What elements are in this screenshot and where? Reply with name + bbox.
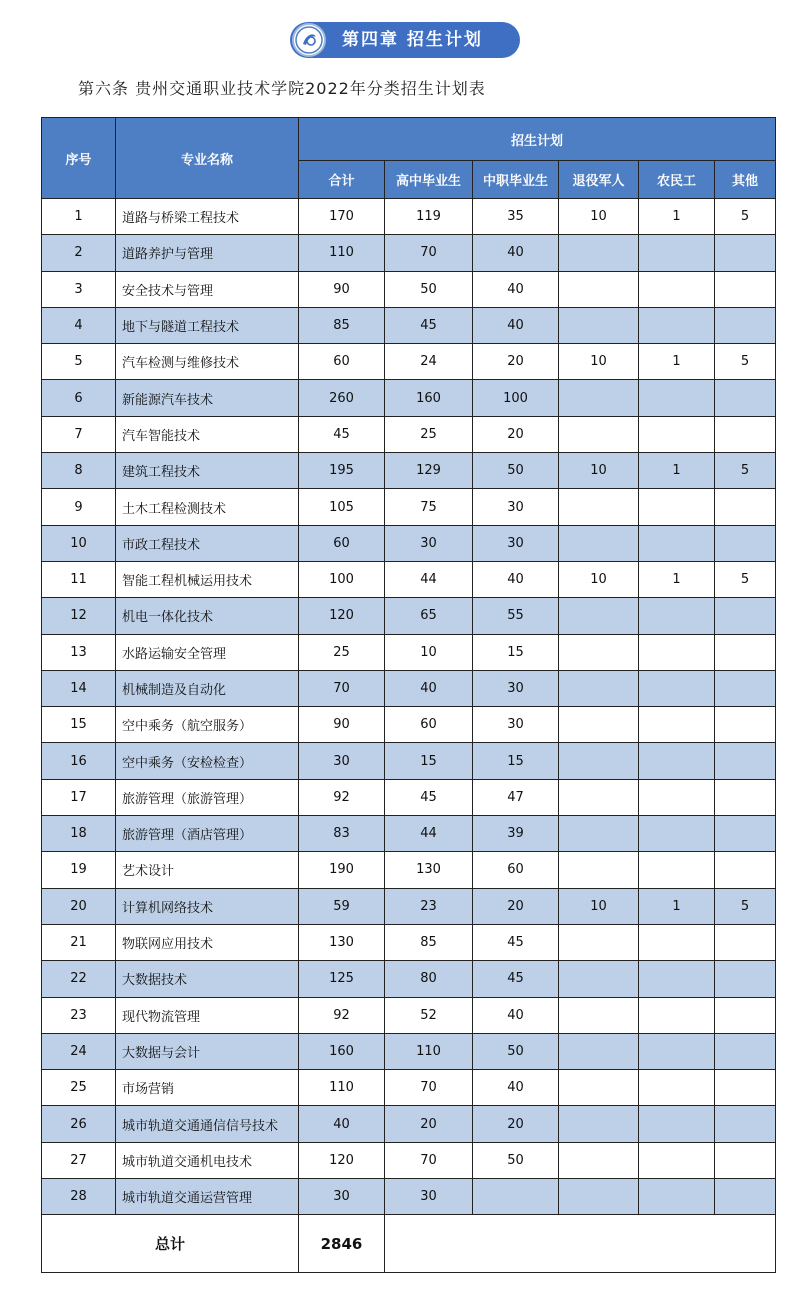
- cell-total: 30: [299, 743, 385, 779]
- cell-no: 2: [42, 235, 116, 271]
- cell-highschool: 40: [385, 670, 473, 706]
- cell-total: 90: [299, 707, 385, 743]
- cell-veteran: [559, 416, 639, 452]
- cell-vocational: 47: [473, 779, 559, 815]
- cell-name: 地下与隧道工程技术: [116, 307, 299, 343]
- cell-name: 空中乘务（安检检查）: [116, 743, 299, 779]
- grand-total-value: 2846: [299, 1215, 385, 1273]
- cell-no: 10: [42, 525, 116, 561]
- cell-vocational: 20: [473, 1106, 559, 1142]
- cell-name: 汽车检测与维修技术: [116, 344, 299, 380]
- cell-veteran: [559, 1179, 639, 1215]
- cell-highschool: 75: [385, 489, 473, 525]
- cell-veteran: [559, 816, 639, 852]
- cell-migrant: [639, 1070, 715, 1106]
- cell-vocational: 40: [473, 1070, 559, 1106]
- grand-total-row: [42, 1215, 776, 1273]
- cell-total: 195: [299, 453, 385, 489]
- column-header-veteran: 退役军人: [559, 161, 639, 199]
- cell-other: [715, 1142, 776, 1178]
- table-row: [42, 380, 776, 416]
- cell-veteran: [559, 743, 639, 779]
- table-row: [42, 271, 776, 307]
- cell-no: 24: [42, 1033, 116, 1069]
- cell-no: 13: [42, 634, 116, 670]
- table-row: [42, 489, 776, 525]
- cell-migrant: [639, 779, 715, 815]
- cell-highschool: 129: [385, 453, 473, 489]
- cell-name: 新能源汽车技术: [116, 380, 299, 416]
- cell-name: 机电一体化技术: [116, 598, 299, 634]
- cell-no: 28: [42, 1179, 116, 1215]
- cell-total: 130: [299, 924, 385, 960]
- cell-highschool: 85: [385, 924, 473, 960]
- cell-highschool: 25: [385, 416, 473, 452]
- cell-no: 20: [42, 888, 116, 924]
- cell-name: 物联网应用技术: [116, 924, 299, 960]
- cell-other: 5: [715, 561, 776, 597]
- cell-vocational: 35: [473, 199, 559, 235]
- cell-veteran: [559, 598, 639, 634]
- cell-vocational: 40: [473, 307, 559, 343]
- cell-total: 83: [299, 816, 385, 852]
- cell-migrant: [639, 1142, 715, 1178]
- cell-veteran: 10: [559, 344, 639, 380]
- cell-vocational: 30: [473, 525, 559, 561]
- cell-other: [715, 743, 776, 779]
- cell-veteran: 10: [559, 561, 639, 597]
- cell-no: 1: [42, 199, 116, 235]
- cell-total: 45: [299, 416, 385, 452]
- cell-vocational: 45: [473, 924, 559, 960]
- cell-vocational: 30: [473, 670, 559, 706]
- cell-vocational: 30: [473, 489, 559, 525]
- cell-migrant: [639, 489, 715, 525]
- cell-name: 汽车智能技术: [116, 416, 299, 452]
- cell-other: 5: [715, 344, 776, 380]
- cell-no: 8: [42, 453, 116, 489]
- table-row: [42, 779, 776, 815]
- cell-vocational: 50: [473, 1033, 559, 1069]
- cell-total: 85: [299, 307, 385, 343]
- cell-veteran: 10: [559, 199, 639, 235]
- cell-name: 计算机网络技术: [116, 888, 299, 924]
- cell-no: 4: [42, 307, 116, 343]
- cell-vocational: 55: [473, 598, 559, 634]
- cell-other: 5: [715, 453, 776, 489]
- cell-total: 25: [299, 634, 385, 670]
- cell-veteran: 10: [559, 453, 639, 489]
- cell-no: 3: [42, 271, 116, 307]
- cell-name: 大数据与会计: [116, 1033, 299, 1069]
- cell-veteran: [559, 924, 639, 960]
- table-row: [42, 235, 776, 271]
- column-header-other: 其他: [715, 161, 776, 199]
- cell-highschool: 60: [385, 707, 473, 743]
- cell-total: 125: [299, 961, 385, 997]
- cell-migrant: [639, 961, 715, 997]
- table-row: [42, 453, 776, 489]
- cell-vocational: 50: [473, 453, 559, 489]
- cell-vocational: 30: [473, 707, 559, 743]
- cell-other: [715, 670, 776, 706]
- cell-vocational: 39: [473, 816, 559, 852]
- cell-veteran: [559, 1070, 639, 1106]
- cell-veteran: [559, 779, 639, 815]
- cell-vocational: 20: [473, 416, 559, 452]
- column-header-total: 合计: [299, 161, 385, 199]
- cell-total: 92: [299, 997, 385, 1033]
- column-group-enrollment-plan: 招生计划: [299, 118, 776, 161]
- cell-highschool: 160: [385, 380, 473, 416]
- cell-no: 26: [42, 1106, 116, 1142]
- column-header-vocational: 中职毕业生: [473, 161, 559, 199]
- cell-other: [715, 997, 776, 1033]
- cell-other: [715, 235, 776, 271]
- cell-other: [715, 1179, 776, 1215]
- cell-name: 水路运输安全管理: [116, 634, 299, 670]
- cell-migrant: [639, 670, 715, 706]
- cell-name: 城市轨道交通通信信号技术: [116, 1106, 299, 1142]
- table-row: [42, 852, 776, 888]
- cell-other: [715, 380, 776, 416]
- table-row: [42, 199, 776, 235]
- cell-migrant: [639, 924, 715, 960]
- table-row: [42, 344, 776, 380]
- grand-total-label: 总计: [42, 1215, 299, 1273]
- table-row: [42, 743, 776, 779]
- cell-name: 现代物流管理: [116, 997, 299, 1033]
- cell-migrant: [639, 852, 715, 888]
- cell-veteran: [559, 961, 639, 997]
- cell-highschool: 23: [385, 888, 473, 924]
- column-header-no: 序号: [42, 118, 116, 199]
- cell-highschool: 119: [385, 199, 473, 235]
- table-row: [42, 961, 776, 997]
- cell-name: 城市轨道交通运营管理: [116, 1179, 299, 1215]
- cell-veteran: [559, 380, 639, 416]
- table-row: [42, 307, 776, 343]
- cell-highschool: 45: [385, 779, 473, 815]
- cell-total: 92: [299, 779, 385, 815]
- table-row: [42, 997, 776, 1033]
- cell-no: 15: [42, 707, 116, 743]
- cell-other: [715, 525, 776, 561]
- cell-migrant: [639, 380, 715, 416]
- cell-highschool: 70: [385, 1142, 473, 1178]
- cell-name: 空中乘务（航空服务）: [116, 707, 299, 743]
- cell-name: 市场营销: [116, 1070, 299, 1106]
- cell-name: 城市轨道交通机电技术: [116, 1142, 299, 1178]
- table-row: [42, 525, 776, 561]
- cell-other: [715, 1070, 776, 1106]
- cell-highschool: 20: [385, 1106, 473, 1142]
- cell-other: [715, 634, 776, 670]
- cell-vocational: 15: [473, 743, 559, 779]
- cell-migrant: [639, 634, 715, 670]
- cell-other: [715, 307, 776, 343]
- cell-highschool: 80: [385, 961, 473, 997]
- cell-veteran: [559, 707, 639, 743]
- cell-vocational: 40: [473, 561, 559, 597]
- cell-veteran: [559, 1106, 639, 1142]
- cell-vocational: 40: [473, 271, 559, 307]
- table-row: [42, 1033, 776, 1069]
- cell-vocational: 20: [473, 888, 559, 924]
- cell-name: 建筑工程技术: [116, 453, 299, 489]
- cell-name: 旅游管理（酒店管理）: [116, 816, 299, 852]
- cell-highschool: 30: [385, 1179, 473, 1215]
- cell-no: 11: [42, 561, 116, 597]
- cell-veteran: 10: [559, 888, 639, 924]
- cell-no: 22: [42, 961, 116, 997]
- cell-vocational: 60: [473, 852, 559, 888]
- cell-total: 170: [299, 199, 385, 235]
- cell-migrant: [639, 598, 715, 634]
- column-header-migrant: 农民工: [639, 161, 715, 199]
- table-row: [42, 1142, 776, 1178]
- chapter-title-banner: [290, 22, 520, 58]
- cell-total: 60: [299, 344, 385, 380]
- cell-name: 智能工程机械运用技术: [116, 561, 299, 597]
- cell-highschool: 44: [385, 561, 473, 597]
- article-heading: 第六条 贵州交通职业技术学院2022年分类招生计划表: [78, 79, 486, 98]
- cell-vocational: 20: [473, 344, 559, 380]
- cell-total: 90: [299, 271, 385, 307]
- cell-total: 40: [299, 1106, 385, 1142]
- cell-migrant: [639, 816, 715, 852]
- cell-veteran: [559, 271, 639, 307]
- cell-migrant: [639, 525, 715, 561]
- cell-other: [715, 1033, 776, 1069]
- cell-name: 市政工程技术: [116, 525, 299, 561]
- cell-no: 17: [42, 779, 116, 815]
- cell-total: 70: [299, 670, 385, 706]
- table-row: [42, 634, 776, 670]
- column-header-name: 专业名称: [116, 118, 299, 199]
- cell-highschool: 52: [385, 997, 473, 1033]
- college-logo-icon: [292, 23, 326, 57]
- table-row: [42, 598, 776, 634]
- cell-migrant: 1: [639, 453, 715, 489]
- cell-name: 道路与桥梁工程技术: [116, 199, 299, 235]
- cell-total: 60: [299, 525, 385, 561]
- cell-no: 25: [42, 1070, 116, 1106]
- enrollment-plan-table: [41, 117, 776, 1273]
- cell-total: 110: [299, 235, 385, 271]
- cell-vocational: 15: [473, 634, 559, 670]
- cell-name: 道路养护与管理: [116, 235, 299, 271]
- cell-other: [715, 598, 776, 634]
- cell-migrant: [639, 271, 715, 307]
- cell-veteran: [559, 307, 639, 343]
- cell-highschool: 24: [385, 344, 473, 380]
- cell-other: [715, 924, 776, 960]
- cell-migrant: 1: [639, 561, 715, 597]
- cell-migrant: [639, 416, 715, 452]
- table-row: [42, 1179, 776, 1215]
- table-row: [42, 888, 776, 924]
- cell-highschool: 10: [385, 634, 473, 670]
- table-body: [42, 199, 776, 1215]
- cell-migrant: [639, 307, 715, 343]
- cell-total: 160: [299, 1033, 385, 1069]
- cell-vocational: 50: [473, 1142, 559, 1178]
- cell-migrant: 1: [639, 199, 715, 235]
- cell-other: [715, 852, 776, 888]
- cell-no: 9: [42, 489, 116, 525]
- cell-no: 19: [42, 852, 116, 888]
- cell-migrant: [639, 1033, 715, 1069]
- cell-veteran: [559, 489, 639, 525]
- cell-vocational: 40: [473, 997, 559, 1033]
- cell-highschool: 110: [385, 1033, 473, 1069]
- cell-name: 大数据技术: [116, 961, 299, 997]
- cell-other: [715, 489, 776, 525]
- cell-name: 土木工程检测技术: [116, 489, 299, 525]
- cell-vocational: 40: [473, 235, 559, 271]
- table-row: [42, 670, 776, 706]
- cell-highschool: 65: [385, 598, 473, 634]
- cell-no: 23: [42, 997, 116, 1033]
- table-row: [42, 924, 776, 960]
- cell-other: [715, 961, 776, 997]
- cell-total: 190: [299, 852, 385, 888]
- cell-name: 旅游管理（旅游管理）: [116, 779, 299, 815]
- cell-no: 16: [42, 743, 116, 779]
- cell-migrant: [639, 707, 715, 743]
- grand-total-empty: [385, 1215, 776, 1273]
- cell-total: 260: [299, 380, 385, 416]
- cell-other: [715, 271, 776, 307]
- cell-no: 7: [42, 416, 116, 452]
- cell-total: 30: [299, 1179, 385, 1215]
- cell-migrant: [639, 1106, 715, 1142]
- cell-migrant: [639, 1179, 715, 1215]
- cell-veteran: [559, 852, 639, 888]
- cell-highschool: 130: [385, 852, 473, 888]
- cell-veteran: [559, 1033, 639, 1069]
- cell-veteran: [559, 634, 639, 670]
- cell-migrant: 1: [639, 344, 715, 380]
- table-row: [42, 1070, 776, 1106]
- cell-veteran: [559, 997, 639, 1033]
- cell-total: 100: [299, 561, 385, 597]
- cell-veteran: [559, 235, 639, 271]
- cell-migrant: [639, 743, 715, 779]
- cell-total: 120: [299, 598, 385, 634]
- cell-other: [715, 816, 776, 852]
- cell-vocational: [473, 1179, 559, 1215]
- cell-migrant: 1: [639, 888, 715, 924]
- chapter-title: 第四章 招生计划: [342, 30, 483, 50]
- cell-total: 105: [299, 489, 385, 525]
- cell-highschool: 70: [385, 235, 473, 271]
- cell-veteran: [559, 1142, 639, 1178]
- cell-highschool: 45: [385, 307, 473, 343]
- table-row: [42, 561, 776, 597]
- cell-no: 18: [42, 816, 116, 852]
- table-row: [42, 816, 776, 852]
- cell-no: 21: [42, 924, 116, 960]
- cell-highschool: 50: [385, 271, 473, 307]
- cell-name: 安全技术与管理: [116, 271, 299, 307]
- cell-highschool: 30: [385, 525, 473, 561]
- cell-no: 6: [42, 380, 116, 416]
- cell-highschool: 44: [385, 816, 473, 852]
- cell-migrant: [639, 235, 715, 271]
- cell-other: [715, 707, 776, 743]
- cell-other: [715, 779, 776, 815]
- cell-name: 艺术设计: [116, 852, 299, 888]
- cell-other: 5: [715, 199, 776, 235]
- cell-veteran: [559, 525, 639, 561]
- cell-other: [715, 416, 776, 452]
- cell-other: 5: [715, 888, 776, 924]
- cell-migrant: [639, 997, 715, 1033]
- cell-total: 120: [299, 1142, 385, 1178]
- cell-no: 5: [42, 344, 116, 380]
- table-row: [42, 416, 776, 452]
- cell-no: 12: [42, 598, 116, 634]
- cell-highschool: 15: [385, 743, 473, 779]
- cell-veteran: [559, 670, 639, 706]
- table-row: [42, 707, 776, 743]
- cell-highschool: 70: [385, 1070, 473, 1106]
- cell-no: 27: [42, 1142, 116, 1178]
- cell-total: 59: [299, 888, 385, 924]
- cell-vocational: 100: [473, 380, 559, 416]
- cell-no: 14: [42, 670, 116, 706]
- cell-other: [715, 1106, 776, 1142]
- cell-vocational: 45: [473, 961, 559, 997]
- column-header-highschool: 高中毕业生: [385, 161, 473, 199]
- cell-total: 110: [299, 1070, 385, 1106]
- table-row: [42, 1106, 776, 1142]
- cell-name: 机械制造及自动化: [116, 670, 299, 706]
